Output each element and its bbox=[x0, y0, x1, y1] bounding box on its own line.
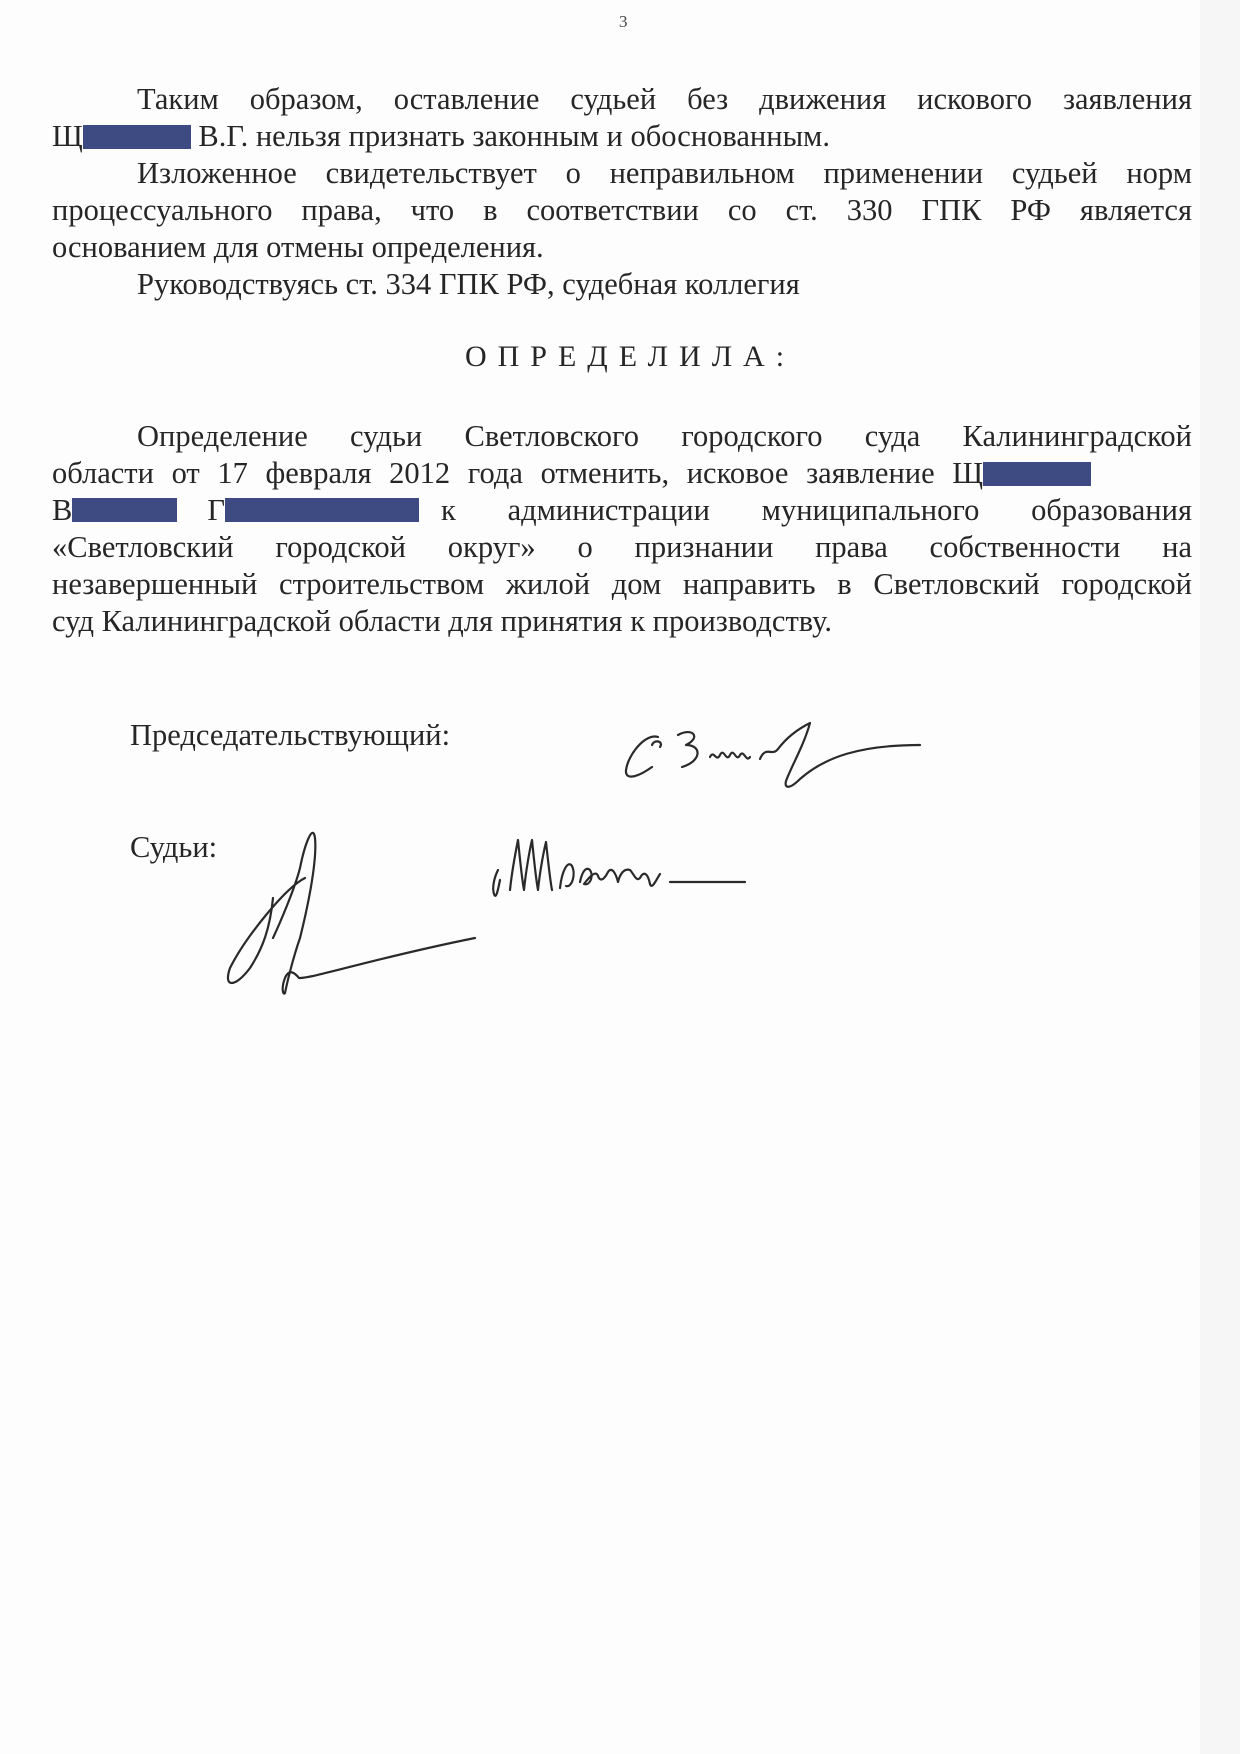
text-line: процессуального права, что в соответствии со ст. 330 ГПК РФ является bbox=[52, 193, 1192, 227]
text-line bbox=[52, 454, 1192, 492]
text-line: «Светловский городской округ» о признании права собственности на bbox=[52, 530, 1192, 564]
text-line: Определение судьи Светловского городского суда Калининградской bbox=[137, 419, 1192, 453]
text-fragment: В bbox=[52, 493, 73, 527]
text-line bbox=[52, 491, 1192, 529]
text-line: незавершенный строительством жилой дом направить в Светловский городской bbox=[52, 567, 1192, 601]
text-line: Руководствуясь ст. 334 ГПК РФ, судебная коллегия bbox=[137, 267, 800, 301]
page-edge-shadow bbox=[1200, 0, 1240, 1754]
judge-signature-1 bbox=[225, 828, 485, 1003]
presiding-judge-label: Председательствующий: bbox=[130, 718, 451, 752]
ruling-heading: ОПРЕДЕЛИЛА: bbox=[464, 340, 796, 373]
redaction-box bbox=[83, 125, 191, 149]
page-number: 3 bbox=[619, 12, 628, 31]
text-fragment: к администрации муниципального образования bbox=[440, 493, 1192, 527]
text-line: Таким образом, оставление судьей без движения искового заявления bbox=[137, 82, 1192, 116]
text-line: основанием для отмены определения. bbox=[52, 230, 544, 264]
text-fragment: Г bbox=[207, 493, 225, 527]
text-fragment: области от 17 февраля 2012 года отменить, исковое заявление Щ bbox=[52, 456, 984, 490]
redaction-box bbox=[225, 498, 419, 522]
presiding-judge-signature bbox=[620, 715, 940, 805]
text-line: суд Калининградской области для принятия к производству. bbox=[52, 604, 832, 638]
text-fragment: В.Г. нельзя признать законным и обоснованным. bbox=[198, 119, 830, 153]
redaction-box bbox=[983, 462, 1091, 486]
text-line: Изложенное свидетельствует о неправильном применении судьей норм bbox=[137, 156, 1192, 190]
text-fragment: Щ bbox=[52, 119, 83, 153]
judges-label: Судьи: bbox=[130, 830, 218, 864]
text-line bbox=[52, 117, 830, 155]
judge-signature-2 bbox=[490, 830, 770, 920]
redaction-box bbox=[72, 498, 177, 522]
